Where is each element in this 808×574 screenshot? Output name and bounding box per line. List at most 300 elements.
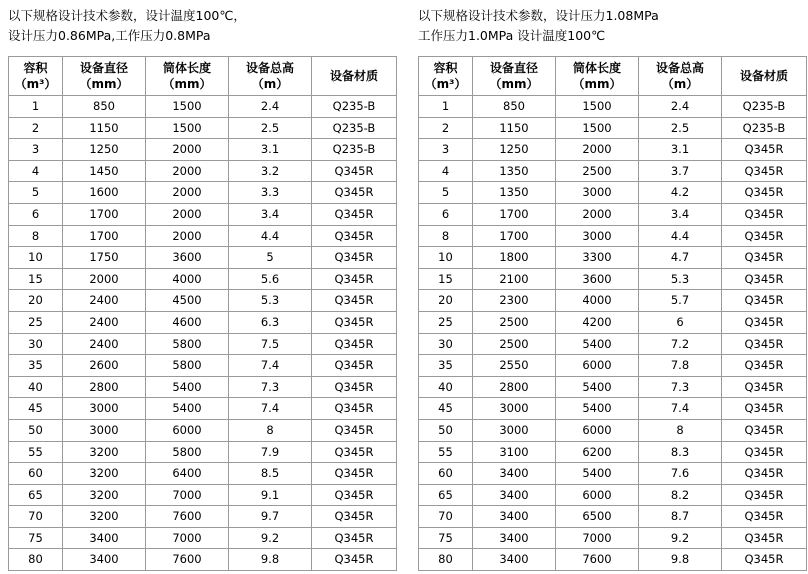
cell-height: 9.8 [229, 549, 312, 571]
cell-diameter: 2550 [473, 355, 556, 377]
right-caption-line-2: 工作压力1.0MPa 设计温度100℃ [418, 28, 606, 43]
cell-volume: 60 [9, 463, 63, 485]
cell-volume: 8 [419, 225, 473, 247]
right-panel [404, 0, 808, 571]
cell-volume: 1 [9, 96, 63, 118]
col-header-length [146, 57, 229, 96]
cell-length: 3600 [556, 268, 639, 290]
cell-diameter: 850 [63, 96, 146, 118]
table-row [9, 484, 397, 506]
cell-length: 3600 [146, 247, 229, 269]
cell-material: Q345R [312, 527, 397, 549]
cell-length: 2000 [146, 182, 229, 204]
col-header-volume [419, 57, 473, 96]
right-table-body [419, 96, 807, 571]
cell-volume: 2 [9, 117, 63, 139]
table-row [9, 268, 397, 290]
table-row [9, 117, 397, 139]
cell-material: Q345R [722, 311, 807, 333]
cell-volume: 20 [9, 290, 63, 312]
cell-height: 7.2 [639, 333, 722, 355]
cell-height: 6 [639, 311, 722, 333]
cell-length: 6000 [556, 419, 639, 441]
cell-material: Q345R [722, 247, 807, 269]
right-spec-table [418, 56, 807, 571]
cell-diameter: 2600 [63, 355, 146, 377]
table-row [419, 203, 807, 225]
cell-material: Q345R [312, 182, 397, 204]
table-row [419, 247, 807, 269]
cell-height: 4.2 [639, 182, 722, 204]
cell-material: Q345R [312, 268, 397, 290]
cell-volume: 45 [9, 398, 63, 420]
cell-height: 3.2 [229, 160, 312, 182]
col-header-material-name: 设备材质 [329, 69, 378, 83]
cell-material: Q235-B [312, 117, 397, 139]
cell-diameter: 2500 [473, 333, 556, 355]
cell-material: Q345R [722, 398, 807, 420]
col-header-height [639, 57, 722, 96]
cell-volume: 40 [9, 376, 63, 398]
table-row [9, 355, 397, 377]
cell-diameter: 3200 [63, 484, 146, 506]
cell-diameter: 2400 [63, 333, 146, 355]
cell-volume: 4 [419, 160, 473, 182]
cell-height: 3.1 [229, 139, 312, 161]
cell-length: 2000 [146, 203, 229, 225]
col-header-length-name: 筒体长度 [572, 61, 621, 75]
cell-height: 4.4 [639, 225, 722, 247]
cell-length: 3300 [556, 247, 639, 269]
cell-material: Q345R [722, 419, 807, 441]
table-row [419, 355, 807, 377]
cell-length: 2000 [146, 139, 229, 161]
cell-length: 5400 [556, 463, 639, 485]
cell-diameter: 2800 [63, 376, 146, 398]
table-row [419, 290, 807, 312]
cell-material: Q345R [722, 355, 807, 377]
cell-material: Q345R [312, 203, 397, 225]
col-header-length-name: 筒体长度 [162, 61, 211, 75]
cell-length: 7000 [146, 484, 229, 506]
cell-volume: 45 [419, 398, 473, 420]
table-row [419, 268, 807, 290]
cell-material: Q345R [312, 484, 397, 506]
cell-length: 4600 [146, 311, 229, 333]
cell-height: 7.8 [639, 355, 722, 377]
table-row [9, 376, 397, 398]
cell-volume: 20 [419, 290, 473, 312]
cell-volume: 50 [9, 419, 63, 441]
cell-length: 3000 [556, 182, 639, 204]
cell-length: 5800 [146, 355, 229, 377]
cell-volume: 75 [9, 527, 63, 549]
cell-volume: 15 [9, 268, 63, 290]
cell-volume: 30 [9, 333, 63, 355]
table-row [419, 506, 807, 528]
cell-volume: 2 [419, 117, 473, 139]
table-row [419, 463, 807, 485]
col-header-length-unit: （mm） [572, 77, 622, 91]
cell-material: Q345R [722, 225, 807, 247]
table-row [9, 333, 397, 355]
cell-volume: 65 [419, 484, 473, 506]
cell-length: 5400 [556, 376, 639, 398]
table-row [9, 463, 397, 485]
table-row [9, 398, 397, 420]
cell-diameter: 3400 [473, 463, 556, 485]
cell-height: 8.2 [639, 484, 722, 506]
cell-material: Q345R [312, 160, 397, 182]
cell-height: 9.7 [229, 506, 312, 528]
cell-diameter: 1600 [63, 182, 146, 204]
cell-height: 3.1 [639, 139, 722, 161]
cell-length: 6200 [556, 441, 639, 463]
cell-diameter: 2100 [473, 268, 556, 290]
col-header-length [556, 57, 639, 96]
cell-material: Q235-B [722, 96, 807, 118]
cell-material: Q345R [312, 506, 397, 528]
cell-height: 7.3 [229, 376, 312, 398]
table-row [9, 311, 397, 333]
cell-height: 3.4 [639, 203, 722, 225]
left-table-body [9, 96, 397, 571]
cell-height: 9.1 [229, 484, 312, 506]
cell-material: Q345R [722, 203, 807, 225]
cell-length: 1500 [556, 96, 639, 118]
cell-diameter: 3200 [63, 463, 146, 485]
cell-volume: 3 [9, 139, 63, 161]
cell-diameter: 3000 [473, 419, 556, 441]
cell-material: Q345R [312, 247, 397, 269]
cell-diameter: 2400 [63, 290, 146, 312]
cell-height: 7.5 [229, 333, 312, 355]
col-header-material [312, 57, 397, 96]
col-header-volume-name: 容积 [23, 61, 48, 75]
col-header-height-unit: （m） [251, 77, 289, 91]
cell-height: 6.3 [229, 311, 312, 333]
cell-length: 5800 [146, 333, 229, 355]
cell-material: Q345R [312, 290, 397, 312]
table-row [9, 290, 397, 312]
cell-volume: 75 [419, 527, 473, 549]
cell-height: 5.7 [639, 290, 722, 312]
cell-height: 5 [229, 247, 312, 269]
cell-length: 5400 [556, 398, 639, 420]
cell-length: 7000 [556, 527, 639, 549]
table-row [419, 549, 807, 571]
cell-height: 4.4 [229, 225, 312, 247]
table-row [419, 333, 807, 355]
cell-material: Q345R [722, 182, 807, 204]
left-panel [0, 0, 404, 571]
cell-length: 7000 [146, 527, 229, 549]
cell-diameter: 2000 [63, 268, 146, 290]
cell-length: 3000 [556, 225, 639, 247]
cell-diameter: 2300 [473, 290, 556, 312]
col-header-length-unit: （mm） [162, 77, 212, 91]
col-header-volume [9, 57, 63, 96]
table-header-row [9, 57, 397, 96]
cell-diameter: 1700 [63, 225, 146, 247]
cell-height: 2.4 [229, 96, 312, 118]
cell-height: 7.3 [639, 376, 722, 398]
cell-diameter: 1450 [63, 160, 146, 182]
cell-volume: 70 [9, 506, 63, 528]
table-row [419, 182, 807, 204]
table-row [419, 117, 807, 139]
table-row [9, 225, 397, 247]
cell-length: 1500 [556, 117, 639, 139]
cell-length: 4000 [146, 268, 229, 290]
cell-height: 7.6 [639, 463, 722, 485]
left-caption-line-2: 设计压力0.86MPa,工作压力0.8MPa [8, 28, 211, 43]
cell-material: Q345R [312, 398, 397, 420]
table-row [9, 139, 397, 161]
cell-volume: 55 [9, 441, 63, 463]
cell-height: 8.7 [639, 506, 722, 528]
cell-height: 3.4 [229, 203, 312, 225]
cell-height: 2.4 [639, 96, 722, 118]
cell-material: Q345R [312, 376, 397, 398]
table-row [9, 160, 397, 182]
cell-height: 8.3 [639, 441, 722, 463]
cell-material: Q345R [312, 549, 397, 571]
table-row [9, 549, 397, 571]
cell-height: 3.7 [639, 160, 722, 182]
cell-diameter: 3000 [63, 419, 146, 441]
cell-volume: 1 [419, 96, 473, 118]
cell-height: 7.9 [229, 441, 312, 463]
col-header-material [722, 57, 807, 96]
cell-diameter: 1700 [63, 203, 146, 225]
cell-material: Q345R [312, 333, 397, 355]
cell-height: 9.8 [639, 549, 722, 571]
cell-material: Q345R [722, 549, 807, 571]
cell-volume: 55 [419, 441, 473, 463]
cell-length: 6000 [556, 355, 639, 377]
cell-diameter: 1250 [473, 139, 556, 161]
cell-volume: 35 [419, 355, 473, 377]
cell-material: Q345R [722, 376, 807, 398]
col-header-diameter [473, 57, 556, 96]
col-header-diameter-name: 设备直径 [489, 61, 538, 75]
left-caption [8, 0, 396, 52]
cell-diameter: 3100 [473, 441, 556, 463]
cell-length: 2000 [556, 203, 639, 225]
cell-height: 5.3 [229, 290, 312, 312]
right-caption [418, 0, 800, 52]
cell-volume: 10 [419, 247, 473, 269]
cell-length: 1500 [146, 96, 229, 118]
cell-volume: 50 [419, 419, 473, 441]
cell-diameter: 1700 [473, 225, 556, 247]
cell-volume: 80 [419, 549, 473, 571]
left-caption-line-1: 以下规格设计技术参数，设计温度100℃， [8, 8, 246, 23]
cell-material: Q345R [722, 268, 807, 290]
cell-diameter: 1250 [63, 139, 146, 161]
cell-length: 7600 [556, 549, 639, 571]
cell-volume: 4 [9, 160, 63, 182]
cell-material: Q345R [312, 441, 397, 463]
table-row [9, 506, 397, 528]
cell-diameter: 3000 [473, 398, 556, 420]
cell-diameter: 1800 [473, 247, 556, 269]
cell-length: 6000 [146, 419, 229, 441]
cell-diameter: 3000 [63, 398, 146, 420]
col-header-height [229, 57, 312, 96]
cell-diameter: 3400 [473, 527, 556, 549]
cell-diameter: 3400 [473, 484, 556, 506]
cell-height: 2.5 [229, 117, 312, 139]
cell-length: 5800 [146, 441, 229, 463]
cell-length: 2000 [146, 225, 229, 247]
table-row [9, 419, 397, 441]
table-row [419, 311, 807, 333]
table-header-row [419, 57, 807, 96]
cell-material: Q345R [722, 333, 807, 355]
cell-diameter: 850 [473, 96, 556, 118]
cell-length: 7600 [146, 506, 229, 528]
cell-length: 4500 [146, 290, 229, 312]
cell-volume: 3 [419, 139, 473, 161]
cell-length: 5400 [146, 398, 229, 420]
col-header-diameter [63, 57, 146, 96]
cell-height: 8 [229, 419, 312, 441]
cell-volume: 80 [9, 549, 63, 571]
cell-material: Q345R [722, 139, 807, 161]
cell-volume: 40 [419, 376, 473, 398]
cell-material: Q345R [312, 463, 397, 485]
cell-diameter: 1700 [473, 203, 556, 225]
cell-length: 4200 [556, 311, 639, 333]
cell-height: 5.6 [229, 268, 312, 290]
cell-diameter: 2400 [63, 311, 146, 333]
cell-volume: 15 [419, 268, 473, 290]
col-header-volume-unit: （m³） [14, 77, 57, 91]
table-row [419, 398, 807, 420]
table-row [419, 160, 807, 182]
cell-length: 7600 [146, 549, 229, 571]
cell-length: 6000 [556, 484, 639, 506]
table-row [419, 527, 807, 549]
cell-height: 3.3 [229, 182, 312, 204]
cell-volume: 6 [9, 203, 63, 225]
right-caption-line-1: 以下规格设计技术参数，设计压力1.08MPa [418, 8, 659, 23]
table-row [419, 376, 807, 398]
cell-height: 7.4 [229, 355, 312, 377]
table-row [419, 484, 807, 506]
table-row [9, 203, 397, 225]
cell-diameter: 3200 [63, 506, 146, 528]
table-row [9, 247, 397, 269]
cell-material: Q235-B [312, 96, 397, 118]
cell-diameter: 1150 [63, 117, 146, 139]
cell-material: Q345R [722, 527, 807, 549]
table-row [419, 139, 807, 161]
cell-diameter: 1350 [473, 182, 556, 204]
cell-diameter: 1350 [473, 160, 556, 182]
table-row [419, 225, 807, 247]
cell-length: 2500 [556, 160, 639, 182]
cell-material: Q235-B [722, 117, 807, 139]
cell-diameter: 3400 [63, 527, 146, 549]
cell-length: 5400 [146, 376, 229, 398]
col-header-material-name: 设备材质 [739, 69, 788, 83]
cell-volume: 10 [9, 247, 63, 269]
cell-diameter: 2500 [473, 311, 556, 333]
cell-length: 2000 [146, 160, 229, 182]
cell-diameter: 3400 [473, 549, 556, 571]
cell-diameter: 1750 [63, 247, 146, 269]
col-header-volume-name: 容积 [433, 61, 458, 75]
cell-height: 9.2 [639, 527, 722, 549]
cell-material: Q345R [312, 311, 397, 333]
cell-volume: 5 [419, 182, 473, 204]
col-header-diameter-name: 设备直径 [79, 61, 128, 75]
table-row [419, 441, 807, 463]
col-header-diameter-unit: （mm） [79, 77, 129, 91]
cell-height: 2.5 [639, 117, 722, 139]
cell-volume: 5 [9, 182, 63, 204]
cell-length: 1500 [146, 117, 229, 139]
cell-material: Q345R [312, 419, 397, 441]
cell-volume: 70 [419, 506, 473, 528]
cell-volume: 35 [9, 355, 63, 377]
cell-diameter: 3400 [63, 549, 146, 571]
cell-height: 8 [639, 419, 722, 441]
cell-height: 7.4 [229, 398, 312, 420]
cell-volume: 25 [419, 311, 473, 333]
cell-volume: 8 [9, 225, 63, 247]
cell-material: Q235-B [312, 139, 397, 161]
cell-material: Q345R [722, 441, 807, 463]
cell-diameter: 3400 [473, 506, 556, 528]
cell-material: Q345R [312, 225, 397, 247]
cell-volume: 65 [9, 484, 63, 506]
cell-material: Q345R [722, 160, 807, 182]
col-header-height-name: 设备总高 [245, 61, 294, 75]
cell-height: 8.5 [229, 463, 312, 485]
cell-height: 7.4 [639, 398, 722, 420]
cell-diameter: 2800 [473, 376, 556, 398]
cell-material: Q345R [312, 355, 397, 377]
cell-volume: 60 [419, 463, 473, 485]
table-row [9, 182, 397, 204]
table-row [9, 96, 397, 118]
cell-length: 2000 [556, 139, 639, 161]
cell-height: 5.3 [639, 268, 722, 290]
cell-diameter: 1150 [473, 117, 556, 139]
table-row [419, 96, 807, 118]
cell-height: 9.2 [229, 527, 312, 549]
cell-material: Q345R [722, 290, 807, 312]
col-header-height-name: 设备总高 [655, 61, 704, 75]
cell-length: 6400 [146, 463, 229, 485]
cell-diameter: 3200 [63, 441, 146, 463]
cell-material: Q345R [722, 463, 807, 485]
cell-material: Q345R [722, 506, 807, 528]
col-header-volume-unit: （m³） [424, 77, 467, 91]
cell-length: 4000 [556, 290, 639, 312]
table-row [9, 527, 397, 549]
cell-material: Q345R [722, 484, 807, 506]
cell-volume: 30 [419, 333, 473, 355]
col-header-diameter-unit: （mm） [489, 77, 539, 91]
cell-height: 4.7 [639, 247, 722, 269]
table-row [9, 441, 397, 463]
table-row [419, 419, 807, 441]
